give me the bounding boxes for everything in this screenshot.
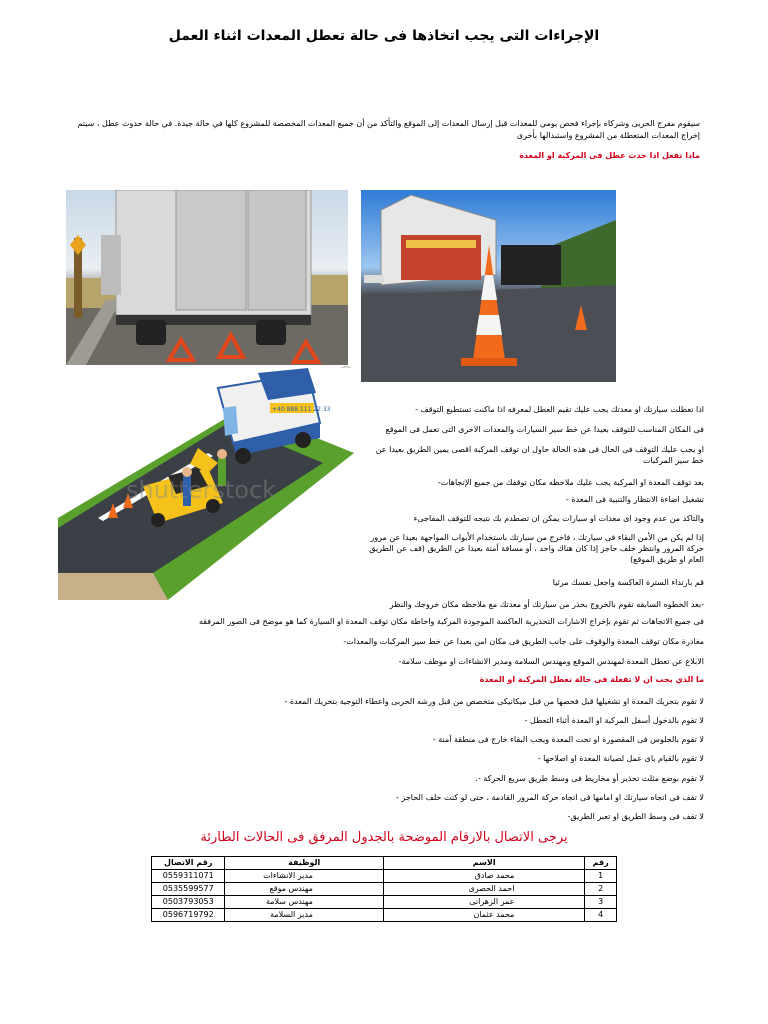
photo-truck-warning-triangles	[66, 190, 348, 365]
cell-job: مدير الانشاءات	[225, 870, 383, 883]
cell-job: مهندس موقع	[225, 883, 383, 896]
dont-item: لا تقوم بالقيام باى عمل لصيانة المعدة او اصلاحها -	[537, 754, 704, 763]
cone-scene-svg	[361, 190, 616, 382]
instruction-line: إذا لم يكن من الأمن البقاء فى سيارتك ، فاخرج من سيارتك باستخدام الأبواب المواجهة بعيدا عن مرور حركة المرور وانتظر خلف حاجز إذا كان هناك واحد ، أو مسافة آمنة بعيدا عن الطريق (قف عن الطريق العام او طريق الموقع)	[369, 533, 704, 564]
cell-num: 2	[585, 883, 617, 896]
cell-phone: 0535599577	[152, 883, 225, 896]
instruction-line: الابلاغ عن تعطل المعدة لمهندس الموقع ومهندس السلامة ومدير الانشاءات او موظف سلامة-	[398, 657, 704, 666]
instruction-line: فى المكان المناسب للتوقف بعيدا عن خط سير السيارات والمعدات الاخرى التى تعمل فى الموقع	[385, 425, 704, 434]
table-row	[152, 909, 617, 922]
instruction-line: قم بارتداء السترة العاكسة واجعل نفسك مرئيا	[552, 578, 704, 587]
dont-item: لا تقف فى وسط الطريق او تعبر الطريق-	[567, 812, 704, 821]
van-number-label: +40 888 111 22 33	[272, 406, 331, 413]
intro-paragraph: سيقوم مفرج الحربى وشركاه بإجراء فحص يومي للمعدات قبل إرسال المعدات إلى الموقع والتأكد من أن جميع المعدات المخصصة للمشروع كلها في حالة جيدة. في حالة حدوث عطل ، سيتم إخراج المعدات المتعطلة من المشروع واستبدالها بأخرى	[77, 119, 700, 140]
header-num: رقم	[585, 857, 617, 870]
cell-num: 3	[585, 896, 617, 909]
instruction-line: -بعد الخطوه السابقه تقوم بالخروج بحذر من سيارتك أو معدتك مع ملاحظه مكان خروجك والنظر	[389, 600, 704, 609]
watermark-text: shutterstock	[126, 476, 277, 504]
cell-job: مهندس سلامة	[225, 896, 383, 909]
section-heading-what-not-to-do: ما الذي يجب ان لا تفعلة فى حالة تعطل المركبة او المعدة	[479, 675, 704, 684]
emergency-contact-note: يرجى الاتصال بالارقام الموضحة بالجدول المرفق فى الحالات الطارئة	[200, 830, 568, 845]
header-phone: رقم الاتصال	[152, 857, 225, 870]
cell-name: عمر الزهرانى	[383, 896, 585, 909]
cell-name: محمد عثمان	[383, 909, 585, 922]
instruction-line: اذا تعطلت سيارتك او معدتك يجب عليك تقيم العطل لمعرفه اذا ماكنت تستطيع التوقف -	[415, 405, 704, 414]
dont-item: لا تقوم بتحريك المعدة او تشغيلها قبل فحصها من قبل ميكانيكى متخصص من قبل ورشه الحربى واعطاء التوجية بتحريك المعدة -	[284, 697, 704, 706]
instruction-line: او يجب عليك التوقف فى الحال فى هذه الحالة حاول ان توقف المركبة اقصى يمين الطريق بعيدا عن خط سير المركبات	[375, 445, 704, 465]
table-row	[152, 883, 617, 896]
contacts-table	[151, 856, 617, 922]
dont-item: لا تقوم بوضع مثلث تحذير أو مخاريط فى وسط طريق سريع الحركة -.	[475, 774, 704, 783]
cell-phone: 0596719792	[152, 909, 225, 922]
header-job: الوظيفة	[225, 857, 383, 870]
photo-traffic-cone-truck	[361, 190, 616, 382]
instruction-line: بعد توقف المعدة او المركبة يجب عليك ملاحظه مكان توقفك من جميع الإتجاهات-	[437, 478, 704, 487]
dont-item: لا تقوم بالجلوس فى المقصورة او تحت المعدة ويجب البقاء خارج فى منطقة آمنة -	[432, 735, 704, 744]
illustration-roadside-assistance	[58, 368, 354, 600]
instruction-line: والتاكد من عدم وجود اى معدات او سيارات يمكن ان تصطدم بك نتيجه للتوقف المفاجىء	[413, 514, 704, 523]
instruction-line: فى جميع الاتجاهات ثم تقوم بإخراج الاشارات التحذيرية العاكسة الموجودة المركبة واحاطة مكان توقف المعدة او السيارة كما هو موضح فى الصور المرفقه	[198, 617, 704, 626]
page-title: الإجراءات التى يجب اتخاذها فى حالة تعطل المعدات اثناء العمل	[168, 28, 600, 44]
cell-job: مدير السلامة	[225, 909, 383, 922]
cell-num: 1	[585, 870, 617, 883]
cell-phone: 0503793053	[152, 896, 225, 909]
dont-item: لا تقف فى اتجاه سيارتك او امامها فى اتجاه حركة المرور القادمة ، حتى لو كنت خلف الحاجز -	[396, 793, 704, 802]
instruction-line: تشغيل اضاءة الانتظار والتنبية فى المعدة -	[565, 495, 704, 504]
dont-item: لا تقوم بالدخول أسفل المركبة او المعدة أثناء التعطل -	[524, 716, 704, 725]
cell-phone: 0559311071	[152, 870, 225, 883]
roadside-illustration-svg	[58, 368, 354, 600]
section-heading-what-to-do: ماذا تفعل اذا حدث عطل فى المركبة او المعدة	[519, 151, 700, 160]
table-row	[152, 870, 617, 883]
table-row	[152, 896, 617, 909]
cell-name: احمد الحصرى	[383, 883, 585, 896]
cell-name: محمد صادق	[383, 870, 585, 883]
truck-scene-svg	[66, 190, 348, 365]
header-name: الاسم	[383, 857, 585, 870]
cell-num: 4	[585, 909, 617, 922]
instruction-line: مغادرة مكان توقف المعدة والوقوف على جانب الطريق فى مكان امن بعيدا عن خط سير المركبات والمعدات-	[343, 637, 704, 646]
table-header-row	[152, 857, 617, 870]
